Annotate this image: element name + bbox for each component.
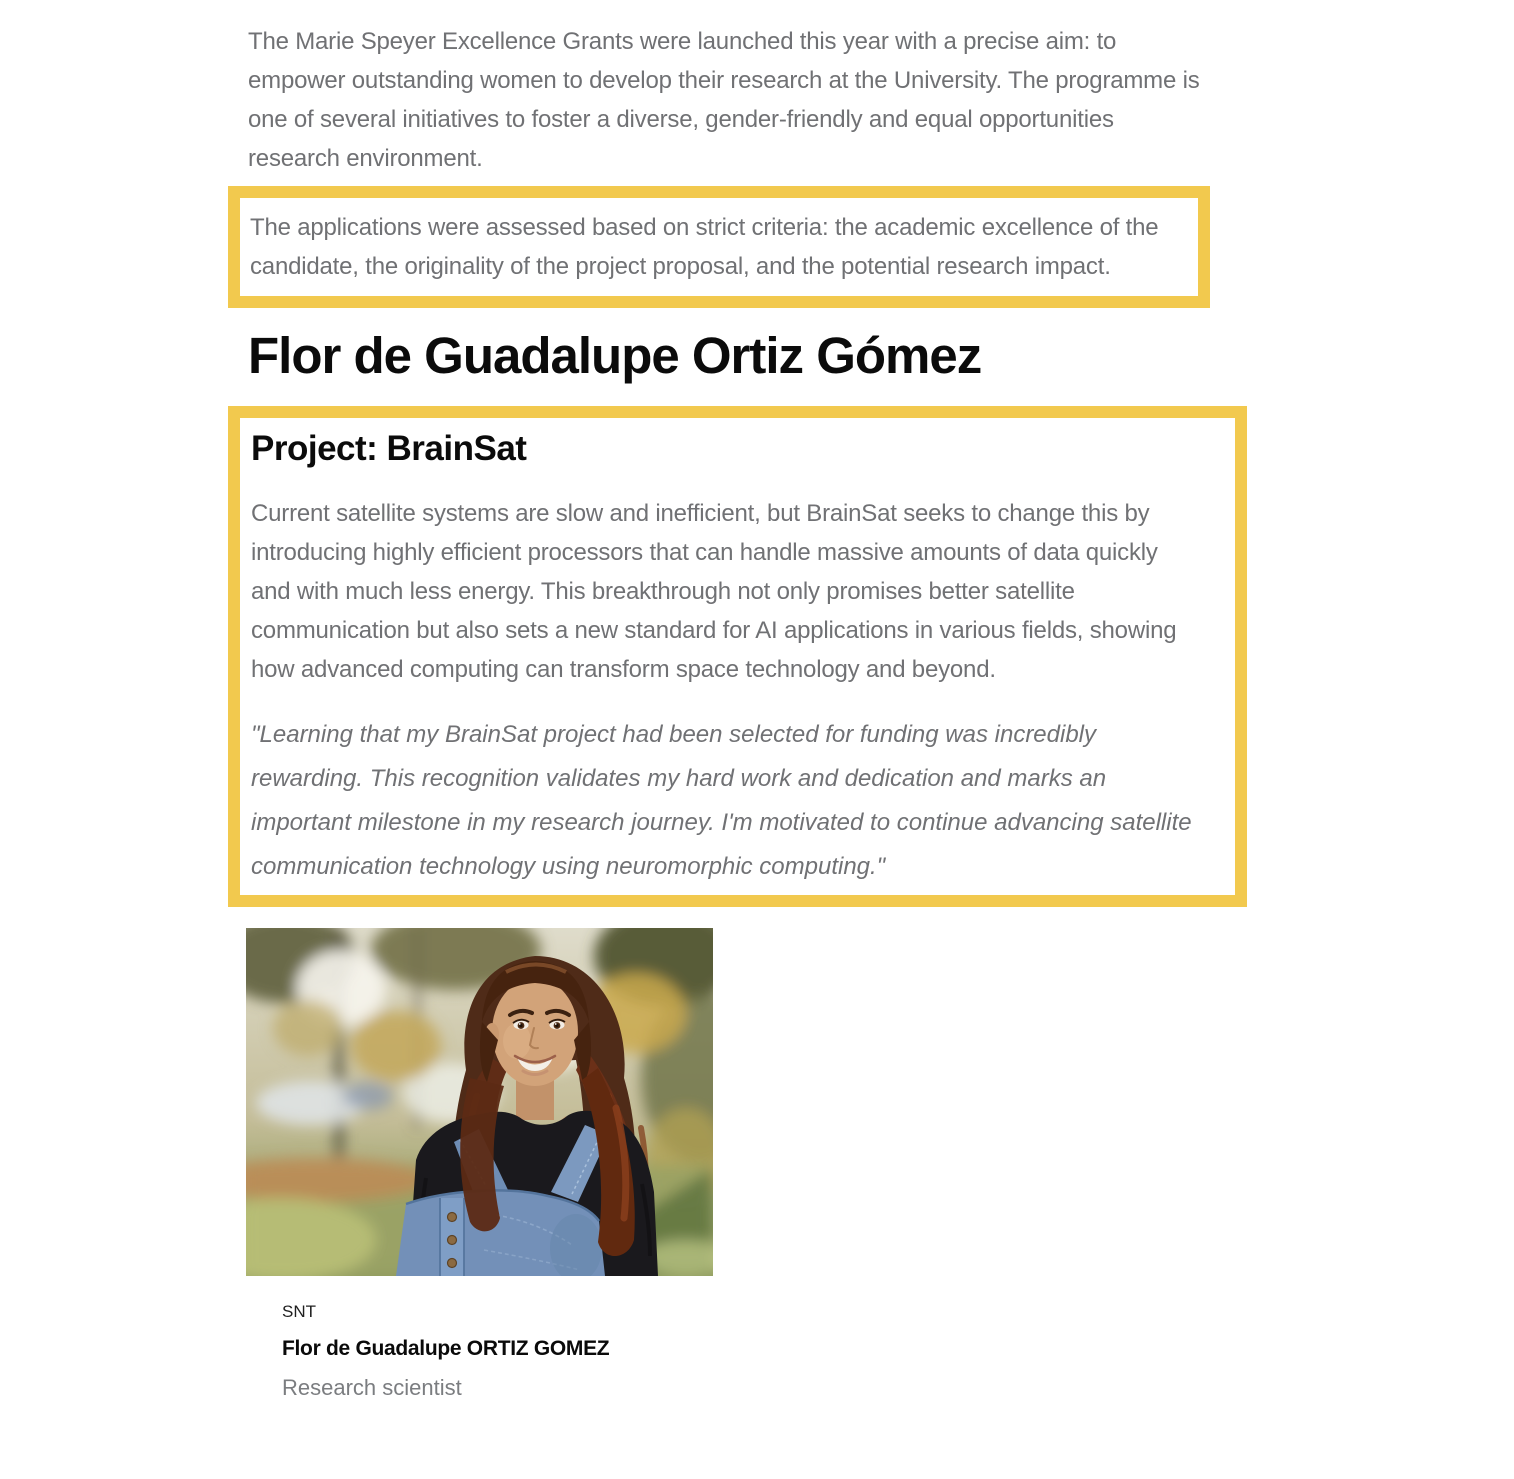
project-heading: Project: BrainSat xyxy=(251,429,527,469)
portrait-photo xyxy=(246,928,713,1276)
highlight-box xyxy=(228,186,1210,308)
photo-caption xyxy=(282,1302,1268,1401)
article-content xyxy=(248,22,1268,1401)
project-box xyxy=(228,406,1247,907)
intro-paragraph: The Marie Speyer Excellence Grants were launched this year with a precise aim: to empower outstanding women to develop their research at the University. The programme is one of several initiatives to foster a diverse, gender-friendly and equal opportunities research environment. xyxy=(248,28,1200,172)
page-root xyxy=(0,22,1514,1479)
photo-caption-role: Research scientist xyxy=(282,1375,462,1401)
photo-caption-name: Flor de Guadalupe ORTIZ GOMEZ xyxy=(282,1337,610,1361)
person-name-heading: Flor de Guadalupe Ortiz Gómez xyxy=(248,327,982,384)
project-description: Current satellite systems are slow and inefficient, but BrainSat seeks to change this by introducing highly efficient processors that can handle massive amounts of data quickly and with much less energy. This breakthrough not only promises better satellite communication but also sets a new standard for AI applications in various fields, showing how advanced computing can transform space technology and beyond. xyxy=(251,500,1177,684)
highlight-box-text: The applications were assessed based on strict criteria: the academic excellence of the candidate, the originality of the project proposal, and the potential research impact. xyxy=(250,214,1159,280)
project-quote: "Learning that my BrainSat project had been selected for funding was incredibly rewarding. This recognition validates my hard work and dedication and marks an important milestone in my research journey. I'm motivated to continue advancing satellite communication technology using neuromorphic computing." xyxy=(251,721,1192,881)
photo-credit: SNT xyxy=(282,1302,316,1322)
